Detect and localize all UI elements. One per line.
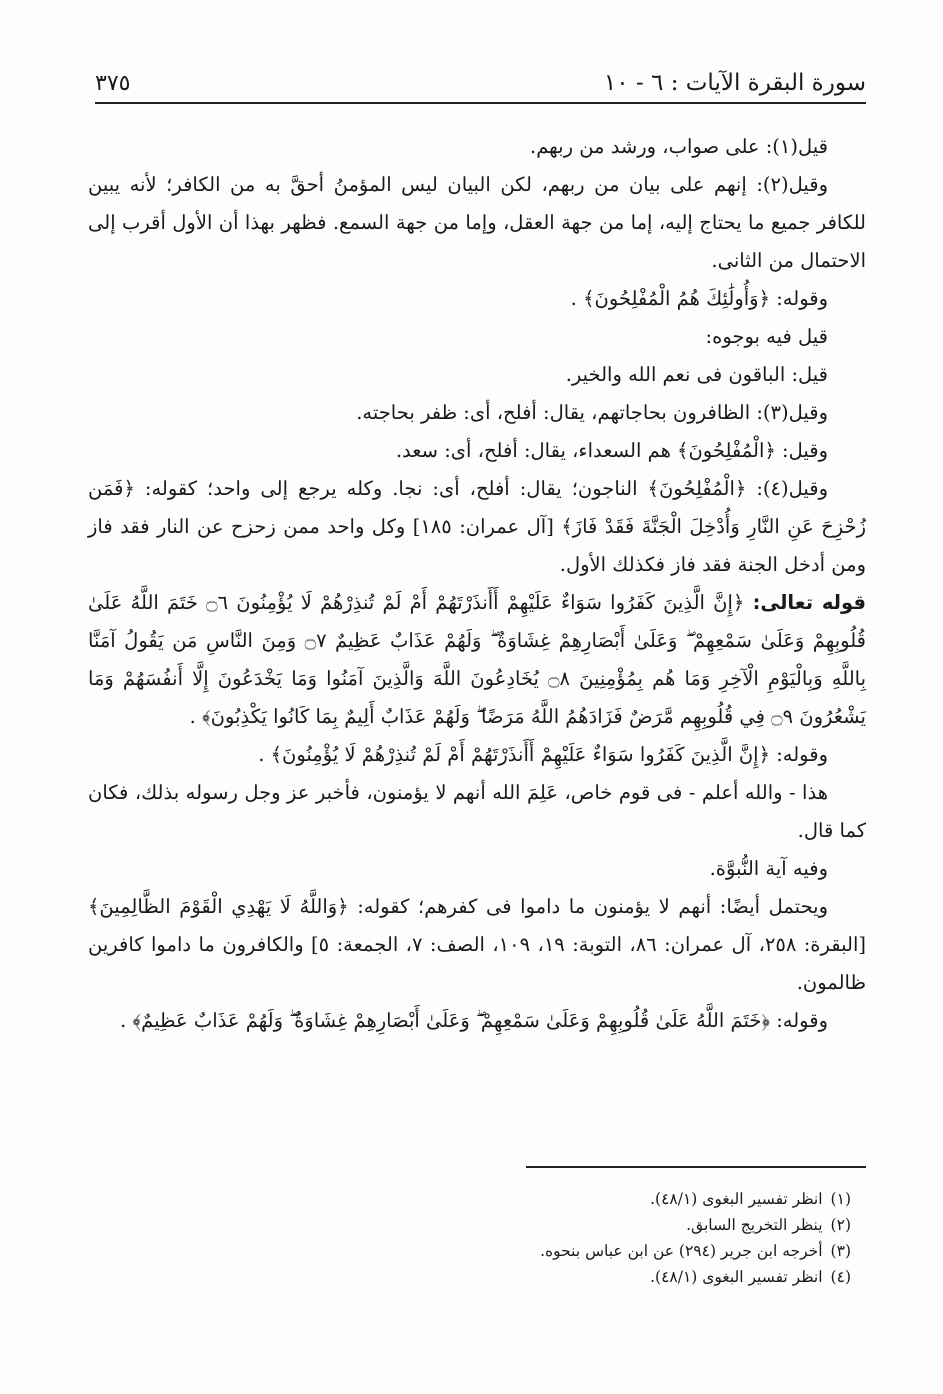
page-header — [95, 58, 866, 104]
footnote — [300, 1186, 851, 1212]
paragraph: ويحتمل أيضًا: أنهم لا يؤمنون ما داموا فى كفرهم؛ كقوله: ﴿وَاللَّهُ لَا يَهْدِي الْقَوْمَ الظَّالِمِينَ﴾ [البقرة: ٢٥٨، آل عمران: ٨٦، التوبة: ١٩، ١٠٩، الصف: ٧، الجمعة: ٥] والكافرون ما داموا كافرين ظالمون. — [88, 895, 866, 994]
paragraph: قيل: الباقون فى نعم الله والخير. — [565, 363, 828, 386]
verse-label: قوله تعالى: — [752, 591, 867, 614]
footnote-text: انظر تفسير البغوى (٤٨/١). — [650, 1268, 823, 1286]
paragraph: وقوله: ﴿خَتَمَ اللَّهُ عَلَىٰ قُلُوبِهِمْ وَعَلَىٰ سَمْعِهِمْ ۖ وَعَلَىٰ أَبْصَارِهِمْ غِشَاوَةٌ ۖ وَلَهُمْ عَذَابٌ عَظِيمٌ﴾ . — [120, 1009, 828, 1032]
paragraph: هذا - والله أعلم - فى قوم خاص، عَلِمَ الله أنهم لا يؤمنون، فأخبر عز وجل رسوله بذلك، فكان كما قال. — [88, 781, 866, 842]
page-number: ٣٧٥ — [95, 71, 131, 96]
paragraph: وقيل: ﴿الْمُفْلِحُونَ﴾ هم السعداء، يقال: أفلح، أى: سعد. — [395, 439, 828, 462]
footnote — [300, 1264, 851, 1290]
running-head: سورة البقرة الآيات : ٦ - ١٠ — [603, 70, 866, 96]
paragraph: وقوله: ﴿وَأُولَٰئِكَ هُمُ الْمُفْلِحُونَ﴾ . — [570, 287, 828, 310]
paragraph: قيل(١): على صواب، ورشد من ربهم. — [530, 135, 828, 158]
footnotes — [300, 1186, 851, 1290]
verse-text: ﴿إِنَّ الَّذِينَ كَفَرُوا سَوَاءٌ عَلَيْهِمْ أَأَنذَرْتَهُمْ أَمْ لَمْ تُنذِرْهُمْ لَا يُؤْمِنُونَ ۝٦ خَتَمَ اللَّهُ عَلَىٰ قُلُوبِهِمْ وَعَلَىٰ سَمْعِهِمْ ۖ وَعَلَىٰ أَبْصَارِهِمْ غِشَاوَةٌ ۖ وَلَهُمْ عَذَابٌ عَظِيمٌ ۝٧ وَمِنَ النَّاسِ مَن يَقُولُ آمَنَّا بِاللَّهِ وَبِالْيَوْمِ الْآخِرِ وَمَا هُم بِمُؤْمِنِينَ ۝٨ يُخَادِعُونَ اللَّهَ وَالَّذِينَ آمَنُوا وَمَا يَخْدَعُونَ إِلَّا أَنفُسَهُمْ وَمَا يَشْعُرُونَ ۝٩ فِي قُلُوبِهِم مَّرَضٌ فَزَادَهُمُ اللَّهُ مَرَضًا ۖ وَلَهُمْ عَذَابٌ أَلِيمٌ بِمَا كَانُوا يَكْذِبُونَ﴾ . — [88, 591, 867, 728]
footnote — [300, 1212, 851, 1238]
paragraph: وقيل(٢): إنهم على بيان من ربهم، لكن البيان ليس المؤمنُ أحقَّ به من الكافر؛ لأنه يبين للكافر جميع ما يحتاج إليه، إما من جهة العقل، وإما من جهة السمع. فظهر بهذا أن الأول أقرب إلى الاحتمال من الثانى. — [88, 173, 867, 272]
paragraph: وقوله: ﴿إِنَّ الَّذِينَ كَفَرُوا سَوَاءٌ عَلَيْهِمْ أَأَنذَرْتَهُمْ أَمْ لَمْ تُنذِرْهُمْ لَا يُؤْمِنُونَ﴾ . — [258, 743, 828, 766]
paragraph: وقيل(٤): ﴿الْمُفْلِحُونَ﴾ الناجون؛ يقال: أفلح، أى: نجا. وكله يرجع إلى واحد؛ كقوله: ﴿فَمَن زُحْزِحَ عَنِ النَّارِ وَأُدْخِلَ الْجَنَّةَ فَقَدْ فَازَ﴾ [آل عمران: ١٨٥] وكل واحد ممن زحزح عن النار فقد فاز ومن أدخل الجنة فقد فاز فكذلك الأول. — [88, 477, 866, 576]
verse-paragraph — [88, 584, 866, 736]
paragraph: قيل فيه بوجوه: — [705, 325, 828, 348]
paragraph: وقيل(٣): الظافرون بحاجاتهم، يقال: أفلح، أى: ظفر بحاجته. — [356, 401, 828, 424]
paragraph: وفيه آية النُّبوَّة. — [709, 857, 828, 880]
footnote-text: أخرجه ابن جرير (٢٩٤) عن ابن عباس بنحوه. — [540, 1242, 823, 1260]
footnote-text: انظر تفسير البغوى (٤٨/١). — [650, 1190, 823, 1208]
footnote-number: (٣) — [830, 1242, 851, 1260]
main-text — [88, 128, 866, 1040]
footnote-text: ينظر التخريج السابق. — [686, 1216, 823, 1234]
footnote-number: (٤) — [830, 1268, 851, 1286]
footnote — [300, 1238, 851, 1264]
footnote-number: (٢) — [830, 1216, 851, 1234]
footnote-number: (١) — [830, 1190, 851, 1208]
footnote-divider — [526, 1166, 866, 1168]
